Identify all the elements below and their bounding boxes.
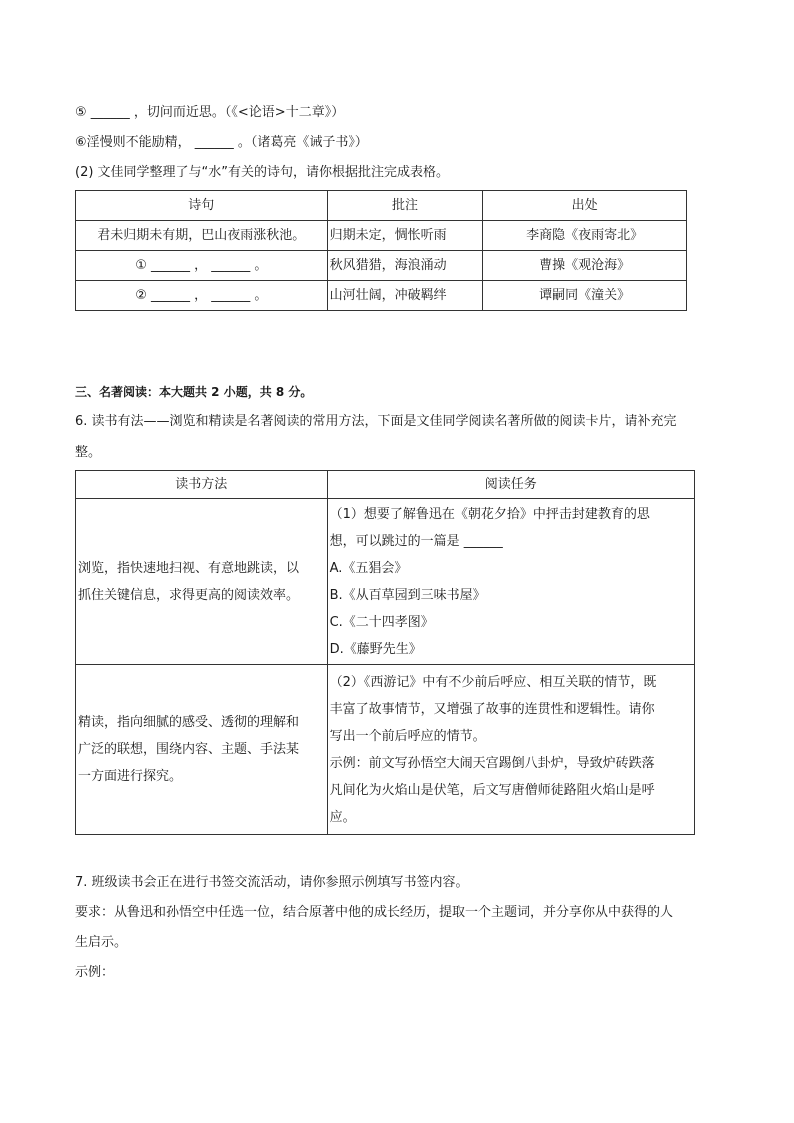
reading-table-header-task: 阅读任务: [327, 471, 694, 499]
browse-task-cell: （1）想要了解鲁迅在《朝花夕拾》中抨击封建教育的思 想，可以跳过的一篇是 ______ A.《五猖会》 B.《从百草园到三味书屋》 C.《二十四孝图》 D.《藤野先生》: [327, 499, 694, 665]
table-cell: 归期未定，惆怅听雨: [327, 221, 483, 251]
option-c: C.《二十四孝图》: [329, 614, 434, 630]
reading-card-table: [75, 470, 695, 835]
poem-table-header-note: 批注: [327, 191, 483, 221]
question-7-line-4: 示例：: [75, 965, 115, 980]
question-6-intro-line-2: 整。: [75, 445, 102, 460]
option-a: A.《五猖会》: [329, 560, 408, 576]
poem-table: [75, 190, 687, 311]
table-cell: ② ______ ， ______ 。: [76, 281, 328, 311]
table-cell: 李商隐《夜雨寄北》: [483, 221, 687, 251]
poem-table-header-line: 诗句: [76, 191, 328, 221]
question-7-line-3: 生启示。: [75, 935, 128, 950]
table-cell: 谭嗣同《潼关》: [483, 281, 687, 311]
question-7-line-2: 要求：从鲁迅和孙悟空中任选一位，结合原著中他的成长经历，提取一个主题词，并分享你从中获得的人: [75, 905, 674, 920]
table-cell: 秋风猎猎，海浪涌动: [327, 251, 483, 281]
table-cell: ① ______ ， ______ 。: [76, 251, 328, 281]
table-cell: 曹操《观沧海》: [483, 251, 687, 281]
question-6-intro-line-1: 6. 读书有法——浏览和精读是名著阅读的常用方法，下面是文佳同学阅读名著所做的阅读卡片，请补充完: [75, 414, 677, 429]
intensive-method-cell: 精读，指向细腻的感受、透彻的理解和 广泛的联想，围绕内容、主题、手法某 一方面进行探究。: [76, 665, 328, 835]
option-d: D.《藤野先生》: [329, 641, 422, 657]
question-2-intro: (2) 文佳同学整理了与“水”有关的诗句，请你根据批注完成表格。: [75, 165, 450, 180]
question-5-line: ⑤ ______ ，切问而近思。（《<论语>十二章》）: [75, 105, 345, 120]
intensive-task-cell: （2）《西游记》中有不少前后呼应、相互关联的情节，既 丰富了故事情节，又增强了故事的连贯性和逻辑性。请你 写出一个前后呼应的情节。 示例：前文写孙悟空大闹天宫踢倒八卦炉，导致炉砖跌落 凡间化为火焰山是伏笔，后文写唐僧师徒路阻火焰山是呼 应。: [327, 665, 694, 835]
poem-table-header-source: 出处: [483, 191, 687, 221]
section-3-heading: 三、名著阅读：本大题共 2 小题，共 8 分。: [75, 385, 313, 399]
question-7-line-1: 7. 班级读书会正在进行书签交流活动，请你参照示例填写书签内容。: [75, 875, 469, 890]
table-cell: 山河壮阔，冲破羁绊: [327, 281, 483, 311]
question-6-line: ⑥淫慢则不能励精， ______ 。（诸葛亮《诫子书》）: [75, 135, 368, 150]
table-cell: 君未归期未有期，巴山夜雨涨秋池。: [76, 221, 328, 251]
browse-method-cell: 浏览，指快速地扫视、有意地跳读，以 抓住关键信息，求得更高的阅读效率。: [76, 499, 328, 665]
reading-table-header-method: 读书方法: [76, 471, 328, 499]
option-b: B.《从百草园到三味书屋》: [329, 587, 486, 603]
